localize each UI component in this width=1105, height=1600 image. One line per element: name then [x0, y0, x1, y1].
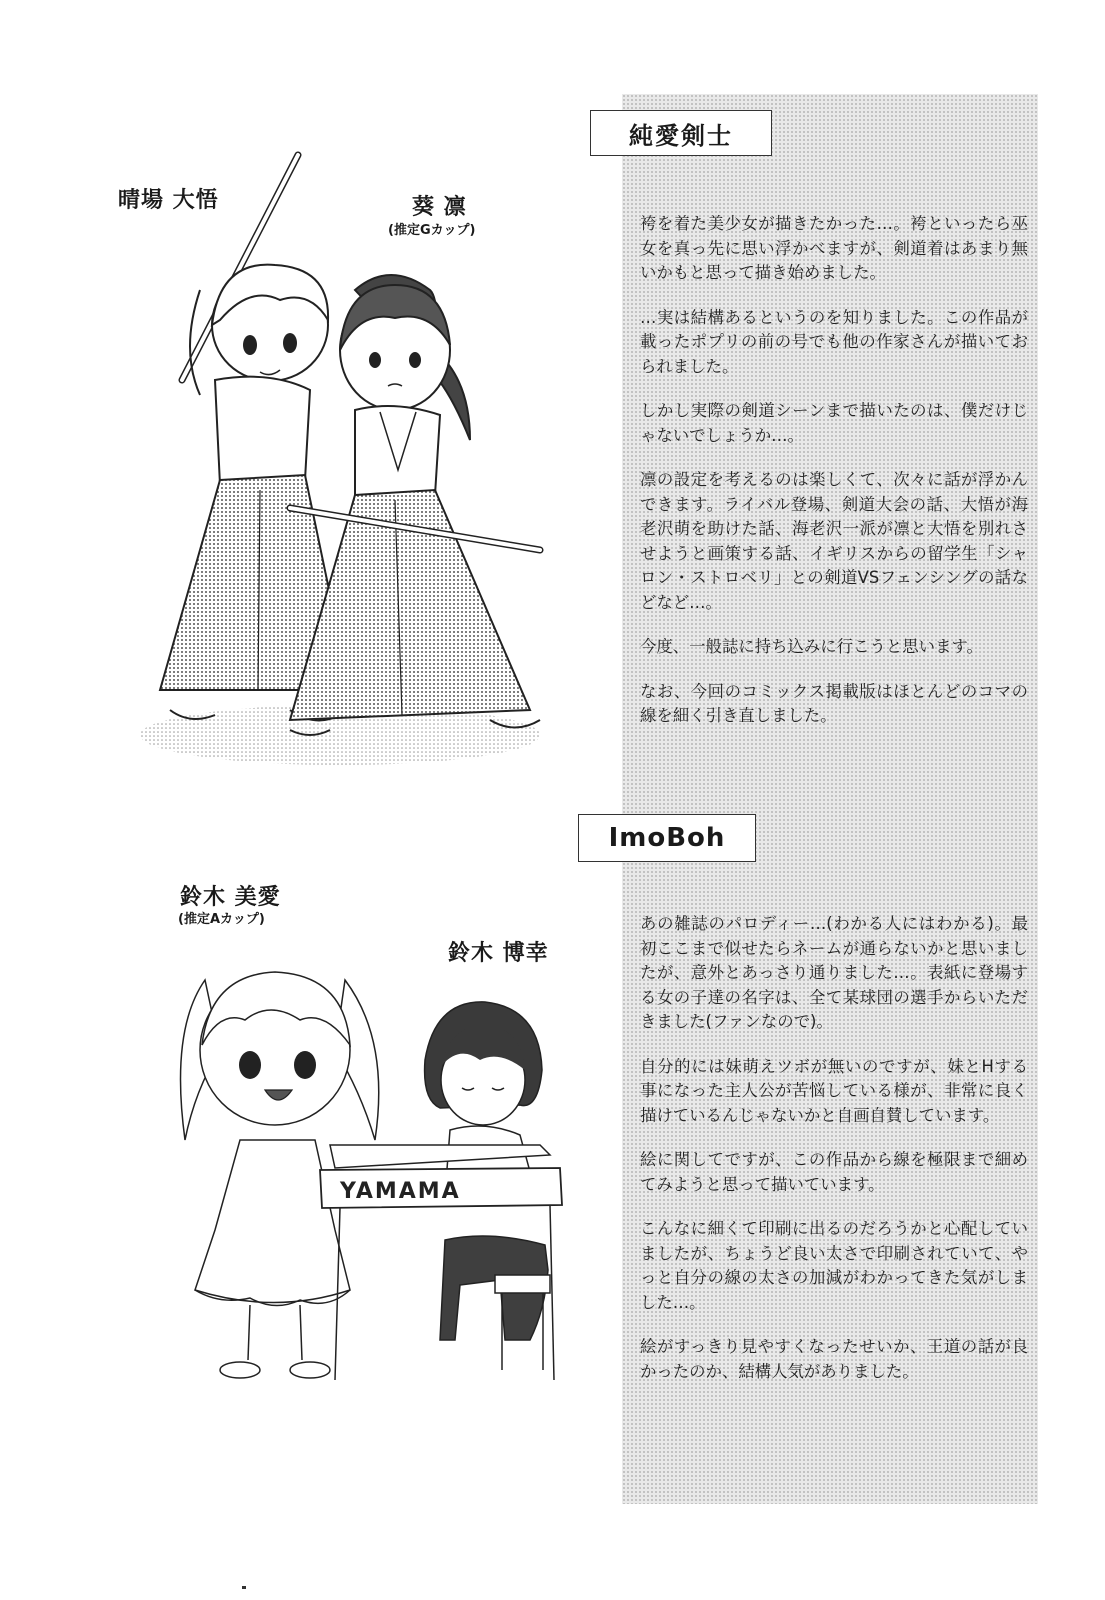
page-mark — [242, 1586, 246, 1589]
character-name-heroine-1: 葵 凛 — [412, 195, 467, 220]
section-title-imoboh: ImoBoh — [578, 814, 756, 862]
character-cup-note-2: (推定Aカップ) — [178, 912, 265, 927]
keyboard-brand-label: YAMAMA — [340, 1179, 461, 1204]
commentary-paragraph: あの雑誌のパロディー…(わかる人にはわかる)。最初ここまで似せたらネームが通らないかと思いましたが、意外とあっさり通りました…。表紙に登場する女の子達の名字は、全て某球団の選手からいただきました(ファンなので)。 — [640, 914, 1028, 1031]
commentary-paragraph: 袴を着た美少女が描きたかった…。袴といったら巫女を真っ先に思い浮かべますが、剣道着はあまり無いかもと思って描き始めました。 — [640, 214, 1028, 282]
piano-illustration — [150, 940, 570, 1400]
commentary-paragraph: 今度、一般誌に持ち込みに行こうと思います。 — [640, 637, 983, 656]
commentary-section-2 — [640, 912, 1028, 1404]
character-name-hero-1: 晴場 大悟 — [118, 188, 219, 213]
character-name-hero-2: 鈴木 博幸 — [448, 941, 549, 966]
commentary-paragraph: 絵がすっきり見やすくなったせいか、王道の話が良かったのか、結構人気がありました。 — [640, 1337, 1028, 1381]
commentary-paragraph: 凛の設定を考えるのは楽しくて、次々に話が浮かんできます。ライバル登場、剣道大会の話、大悟が海老沢萌を助けた話、海老沢一派が凛と大悟を別れさせようと画策する話、イギリスからの留学生「シャロン・ストロベリ」との剣道VSフェンシングの話などなど…。 — [640, 470, 1028, 612]
commentary-paragraph: 絵に関してですが、この作品から線を極限まで細めてみようと思って描いています。 — [640, 1150, 1028, 1194]
commentary-paragraph: こんなに細くて印刷に出るのだろうかと心配していましたが、ちょうど良い太さで印刷されていて、やっと自分の線の太さの加減がわかってきた気がしました…。 — [640, 1219, 1028, 1312]
section-title-junai-kenshi: 純愛剣士 — [590, 110, 772, 156]
commentary-paragraph: …実は結構あるというのを知りました。この作品が載ったポプリの前の号でも他の作家さんが描いておられました。 — [640, 307, 1028, 376]
commentary-paragraph: なお、今回のコミックス掲載版はほとんどのコマの線を細く引き直しました。 — [640, 681, 1028, 725]
character-name-heroine-2: 鈴木 美愛 — [180, 885, 281, 910]
commentary-paragraph: しかし実際の剣道シーンまで描いたのは、僕だけじゃないでしょうか…。 — [640, 401, 1028, 445]
commentary-section-1 — [640, 212, 1028, 749]
commentary-paragraph: 自分的には妹萌えツボが無いのですが、妹とHする事になった主人公が苦悩している様が、非常に良く描けているんじゃないかと自画自賛しています。 — [640, 1056, 1028, 1125]
character-cup-note-1: (推定Gカップ) — [388, 223, 476, 238]
kendo-illustration — [140, 150, 560, 770]
